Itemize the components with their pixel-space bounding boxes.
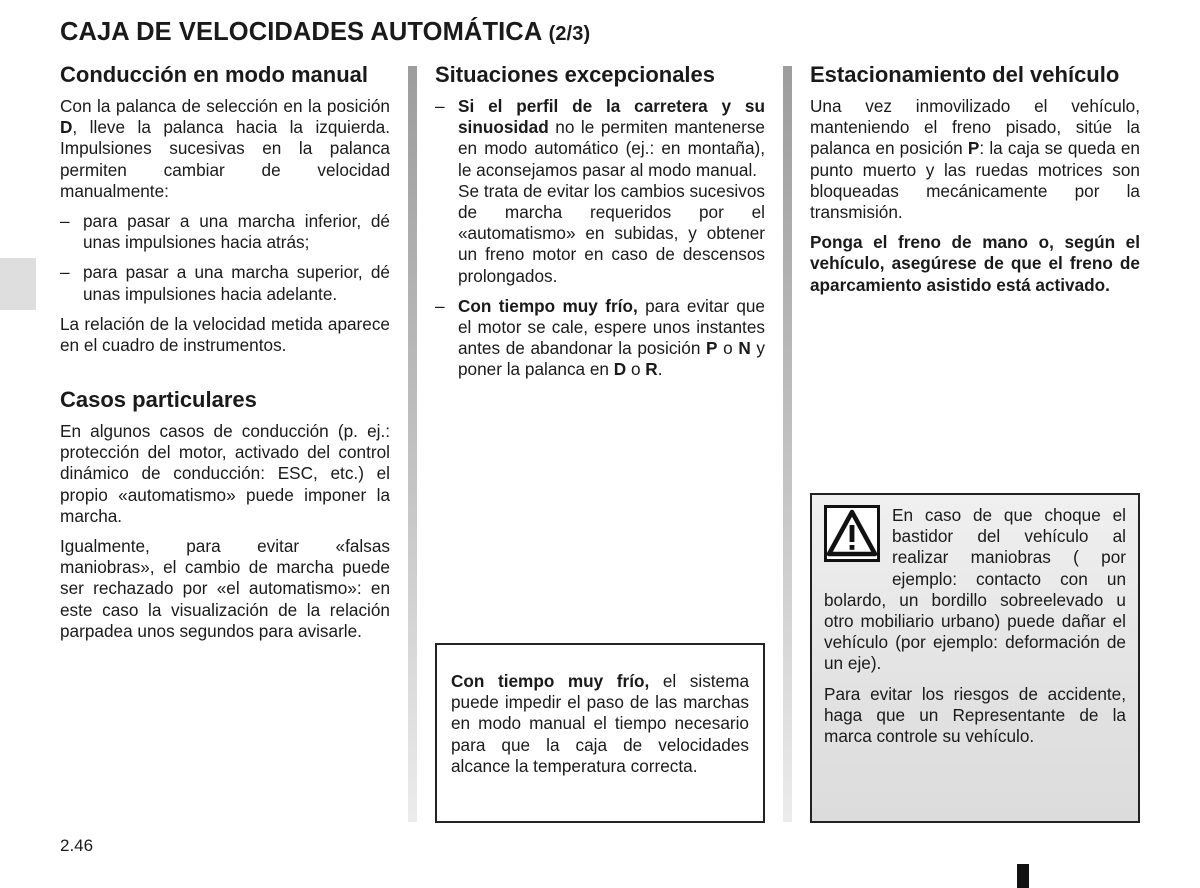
chapter-tab — [0, 258, 36, 310]
parking-text: Una vez inmovilizado el vehículo, manteniendo el freno pisado, sitúe la palanca en posición P: la caja se queda en punto muerto y las ruedas motrices son bloqueadas mecánicamente por la transmisión. — [810, 96, 1140, 223]
list-item: – para pasar a una marcha superior, dé unas impulsiones hacia adelante. — [60, 262, 390, 304]
warning-triangle-icon — [824, 505, 880, 562]
section-heading-parking: Estacionamiento del vehículo — [810, 62, 1120, 87]
cold-weather-note-box — [435, 643, 765, 823]
warning-text-2: Para evitar los riesgos de accidente, haga que un Representante de la marca controle su vehículo. — [824, 683, 1126, 747]
section-heading-exceptional: Situaciones excepcionales — [435, 62, 716, 87]
page-title-part: (2/3) — [548, 23, 591, 45]
list-item: – Con tiempo muy frío, para evitar que el motor se cale, espere unos instantes antes de abandonar la posición P o N y poner la palanca en D o R. — [435, 295, 766, 380]
col1-body-2 — [60, 421, 390, 642]
cold-weather-note-text: Con tiempo muy frío, el sistema puede impedir el paso de las marchas en modo manual el tiempo necesario para que la caja de velocidades alcance la temperatura correcta. — [451, 671, 749, 776]
section-end-marker — [1017, 864, 1029, 888]
parking-bold-text: Ponga el freno de mano o, según el vehículo, asegúrese de que el freno de aparcamiento asistido está activado. — [810, 232, 1140, 295]
particular-cases-text-2: Igualmente, para evitar «falsas maniobras», el cambio de marcha puede ser rechazado por «el automatismo»: en este caso la visualización de la relación parpadea unos segundos para avisarle. — [60, 536, 390, 641]
section-heading-particular-cases: Casos particulares — [60, 387, 257, 412]
col2-body — [435, 96, 765, 381]
column-divider-1 — [408, 66, 417, 822]
relation-text: La relación de la velocidad metida aparece en el cuadro de instrumentos. — [60, 313, 390, 356]
col1-body — [60, 96, 390, 356]
page-title-main: CAJA DE VELOCIDADES AUTOMÁTICA — [60, 18, 542, 46]
section-heading-manual-mode: Conducción en modo manual — [60, 62, 369, 87]
manual-mode-intro: Con la palanca de selección en la posición D, lleve la palanca hacia la izquierda. Impulsiones sucesivas en la palanca permiten cambiar de velocidad manualmente: — [60, 96, 390, 201]
warning-text: En caso de que choque el bastidor del vehículo al realizar maniobras ( por ejemplo: contacto con un bolardo, un bordillo sobreelevado u otro mobiliario urbano) puede dañar el vehículo (por ejemplo: deformación de un eje). — [824, 505, 1126, 674]
column-divider-2 — [783, 66, 792, 822]
list-item: – Si el perfil de la carretera y su sinuosidad no le permiten mantenerse en modo automático (ej.: en montaña), le aconsejamos pasar al modo manual. Se trata de evitar los cambios sucesivos de marcha requeridos por el «automatismo» en subidas, y obtener un freno motor en caso de descensos prolongados. — [435, 96, 765, 286]
page-number: 2.46 — [60, 836, 94, 855]
particular-cases-text-1: En algunos casos de conducción (p. ej.: protección del motor, activado del control dinámico de conducción: ESC, etc.) el propio «automatismo» puede imponer la marcha. — [60, 421, 390, 526]
col3-body — [810, 96, 1140, 296]
warning-box — [810, 493, 1140, 823]
list-item: – para pasar a una marcha inferior, dé unas impulsiones hacia atrás; — [60, 211, 390, 253]
page-title — [60, 18, 590, 47]
